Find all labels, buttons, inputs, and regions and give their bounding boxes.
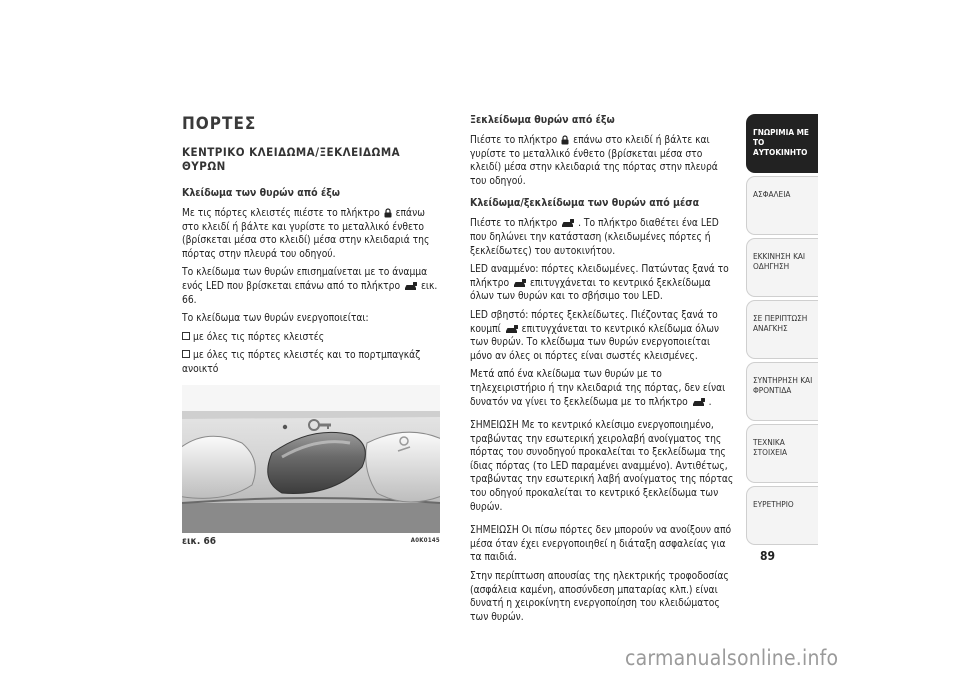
car-lock-icon [505, 325, 518, 334]
watermark: carmanualsonline.info [625, 646, 839, 670]
text: . [708, 396, 712, 408]
section-title: ΚΕΝΤΡΙΚΟ ΚΛΕΙΔΩΜΑ/ΞΕΚΛΕΙΔΩΜΑ ΘΥΡΩΝ [182, 145, 401, 173]
padlock-icon [384, 208, 392, 218]
tab-getting-to-know[interactable]: ΓΝΩΡΙΜΙΑ ΜΕ ΤΟ ΑΥΤΟΚΙΝΗΤΟ [746, 114, 818, 173]
tab-safety[interactable]: ΑΣΦΑΛΕΙΑ [746, 176, 818, 235]
paragraph [470, 309, 734, 363]
checkbox-bullet-icon [182, 350, 190, 358]
text: επιτυγχάνεται το κεντρικό κλείδωμα όλων των θυρών. Το κλείδωμα των θυρών ενεργοποιείται μόνο αν όλες οι πόρτες είναι σωστές κλεισμένες. [470, 323, 720, 362]
paragraph [470, 217, 734, 258]
tab-index[interactable]: ΕΥΡΕΤΗΡΙΟ [746, 486, 818, 545]
text: επάνω στο κλειδί ή βάλτε και γυρίστε το μεταλλικό ένθετο (βρίσκεται μέσα στο κλειδί) μέσα στην κλειδαριά της πόρτας στην πλευρά του οδηγού. [182, 208, 430, 260]
tab-maintenance[interactable]: ΣΥΝΤΗΡΗΣΗ ΚΑΙ ΦΡΟΝΤΙΔΑ [746, 362, 818, 421]
right-column [470, 114, 734, 629]
paragraph [470, 134, 734, 188]
paragraph: Το κλείδωμα των θυρών ενεργοποιείται: [182, 313, 369, 325]
text: . Το πλήκτρο διαθέτει ένα LED που δηλώνει την κατάσταση (κλειδωμένες πόρτες ή ξεκλείδωτες) του αυτοκινήτου. [470, 218, 719, 257]
figure-caption [182, 536, 440, 547]
tab-emergency[interactable]: ΣΕ ΠΕΡΙΠΤΩΣΗ ΑΝΑΓΚΗΣ [746, 300, 818, 359]
text: επάνω στο κλειδί ή βάλτε και γυρίστε το μεταλλικό ένθετο (βρίσκεται μέσα στο κλειδί) μέσα στην κλειδαριά της πόρτας στην πλευρά του οδηγού. [470, 135, 718, 187]
text: Το κλείδωμα των θυρών επισημαίνεται με το άναμμα ενός LED που βρίσκεται επάνω από το πλήκτρο [182, 267, 428, 292]
subsection-title: Κλείδωμα/ξεκλείδωμα των θυρών από μέσα [470, 197, 700, 210]
text: εικ. 66. [182, 280, 438, 306]
note: ΣΗΜΕΙΩΣΗ Οι πίσω πόρτες δεν μπορούν να ανοίξουν από μέσα όταν έχει ενεργοποιηθεί η διάταξη ασφαλείας για τα παιδιά. [470, 525, 732, 564]
list-item [182, 349, 440, 376]
chapter-tabs [746, 114, 818, 548]
paragraph [182, 266, 440, 307]
paragraph [470, 368, 734, 409]
car-lock-icon [692, 398, 705, 407]
paragraph [182, 207, 440, 261]
text: Πιέστε το πλήκτρο [470, 218, 558, 230]
text: επιτυγχάνεται το κεντρικό ξεκλείδωμα όλων των θυρών και το σβήσιμο του LED. [470, 277, 711, 303]
list-item [182, 331, 440, 345]
text: με όλες τις πόρτες κλειστές [193, 331, 325, 343]
door-switch-figure [182, 385, 440, 533]
text: LED σβηστό: πόρτες ξεκλείδωτες. Πιέζοντας ξανά το κουμπί [470, 309, 718, 335]
tab-technical-data[interactable]: ΤΕΧΝΙΚΑ ΣΤΟΙΧΕΙΑ [746, 424, 818, 483]
figure-illustration [182, 385, 440, 533]
padlock-icon [561, 135, 569, 145]
car-lock-icon [404, 282, 417, 291]
page-number: 89 [760, 549, 776, 563]
checkbox-bullet-icon [182, 332, 190, 340]
page-title: ΠΟΡΤΕΣ [182, 114, 257, 134]
paragraph: Στην περίπτωση απουσίας της ηλεκτρικής τροφοδοσίας (ασφάλεια καμένη, αποσύνδεση μπαταρίας κλπ.) είναι δυνατή η χειροκίνητη ενεργοποίηση του κλειδώματος των θυρών. [470, 571, 729, 623]
figure-code: A0K0145 [410, 537, 440, 544]
paragraph [470, 263, 734, 304]
text: με όλες τις πόρτες κλειστές και το πορτμπαγκάζ ανοικτό [182, 350, 421, 375]
left-column [182, 114, 440, 382]
car-lock-icon [561, 219, 574, 228]
car-lock-icon [513, 279, 526, 288]
subsection-title: Ξεκλείδωμα θυρών από έξω [470, 114, 615, 126]
subsection-title: Κλείδωμα των θυρών από έξω [182, 187, 341, 199]
text: Με τις πόρτες κλειστές πιέστε το πλήκτρο [182, 208, 380, 219]
text: Μετά από ένα κλείδωμα των θυρών με το τηλεχειριστήριο ή την κλειδαριά της πόρτας, δεν είναι δυνατόν να γίνει το ξεκλείδωμα με το πλήκτρο [470, 369, 726, 408]
text: LED αναμμένο: πόρτες κλειδωμένες. Πατώντας ξανά το πλήκτρο [470, 264, 729, 289]
text: Πιέστε το πλήκτρο [470, 135, 558, 146]
note: ΣΗΜΕΙΩΣΗ Με το κεντρικό κλείσιμο ενεργοποιημένο, τραβώντας την εσωτερική χειρολαβή ανοίγματος της πόρτας του συνοδηγού προκαλείται το ξεκλείδωμα της ίδιας πόρτας (το LED παραμένει αναμμένο). Αντιθέτως, τραβώντας την εσωτερική λαβή ανοίγματος της πόρτας του οδηγού προκαλείται το κεντρικό ξεκλείδωμα των θυρών. [470, 420, 734, 513]
caption-text: εικ. 66 [182, 536, 216, 547]
tab-starting-driving[interactable]: ΕΚΚΙΝΗΣΗ ΚΑΙ ΟΔΗΓΗΣΗ [746, 238, 818, 297]
